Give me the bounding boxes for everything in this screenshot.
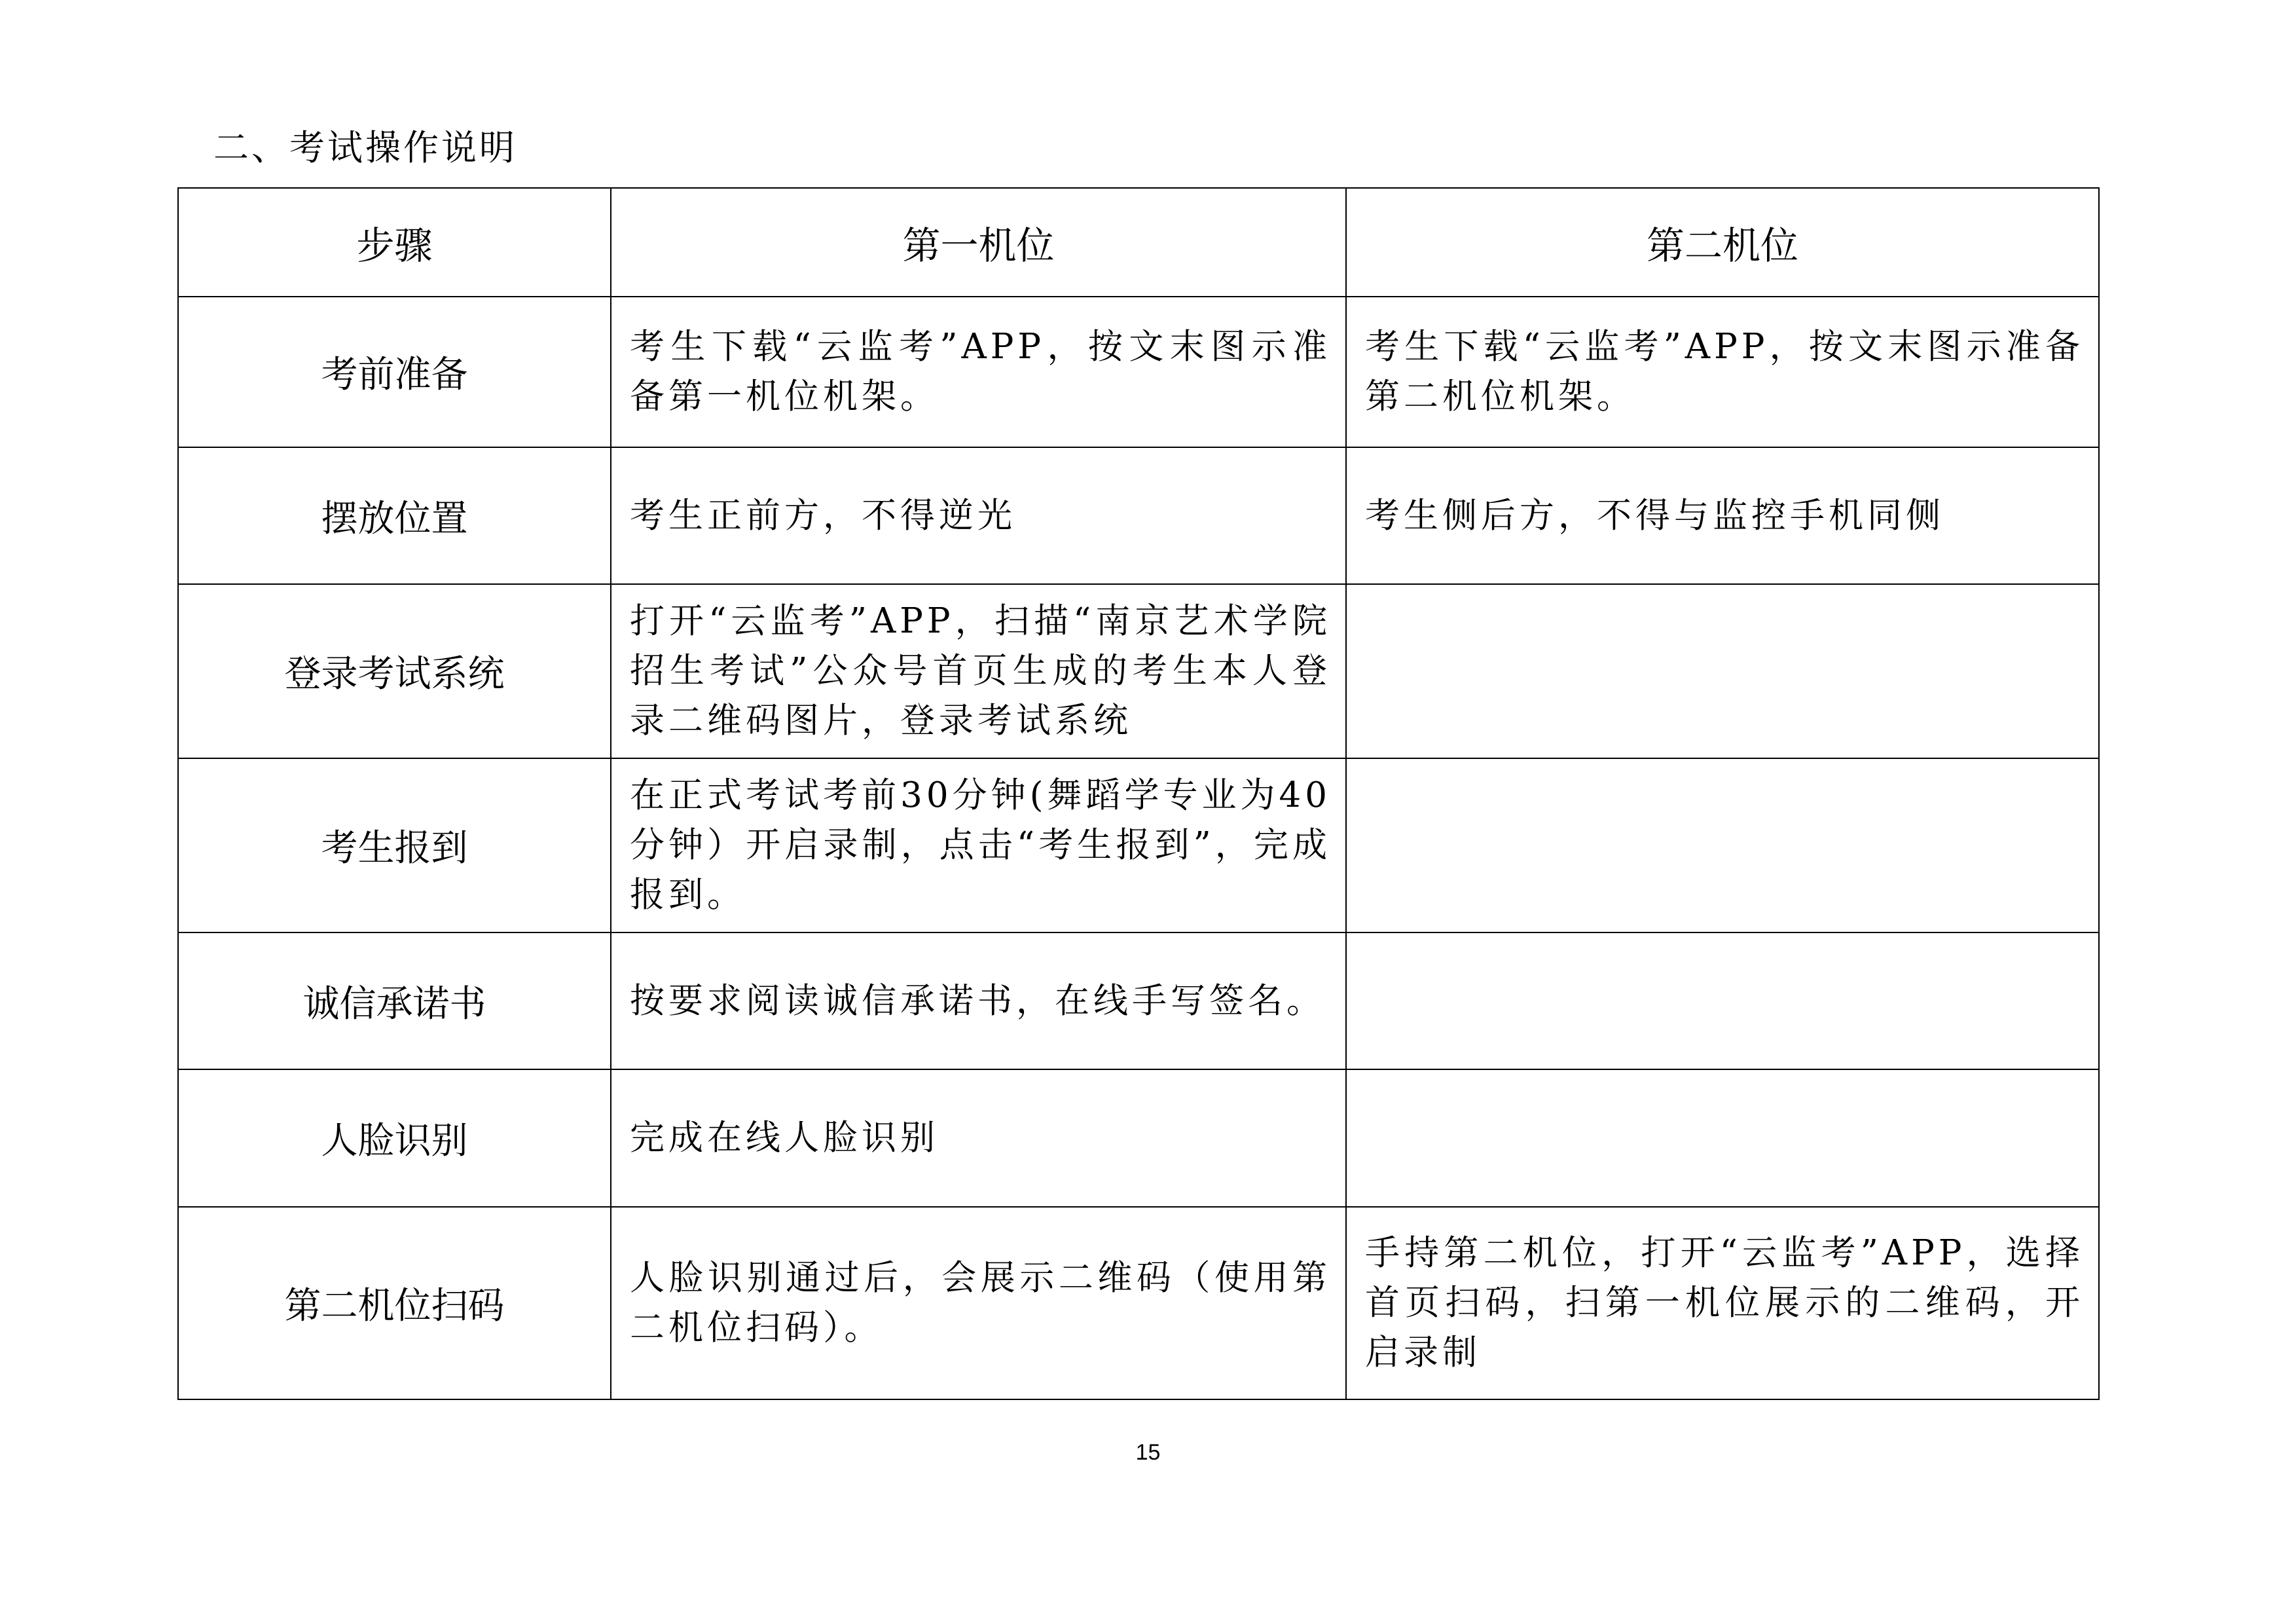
second-camera-cell: 考生侧后方，不得与监控手机同侧 bbox=[1346, 447, 2099, 584]
header-first-camera: 第一机位 bbox=[611, 188, 1346, 297]
table-row bbox=[178, 584, 2099, 758]
second-camera-cell bbox=[1346, 758, 2099, 932]
table-row bbox=[178, 297, 2099, 447]
step-cell: 考生报到 bbox=[178, 758, 611, 932]
second-camera-cell bbox=[1346, 932, 2099, 1069]
section-title: 二、考试操作说明 bbox=[213, 127, 517, 168]
first-camera-cell: 在正式考试考前30分钟(舞蹈学专业为40分钟）开启录制，点击“考生报到”，完成报到。 bbox=[611, 758, 1346, 932]
second-camera-cell bbox=[1346, 1069, 2099, 1207]
table-row bbox=[178, 447, 2099, 584]
page-number: 15 bbox=[1135, 1440, 1161, 1465]
first-camera-cell: 考生下载“云监考”APP，按文末图示准备第一机位机架。 bbox=[611, 297, 1346, 447]
second-camera-cell bbox=[1346, 584, 2099, 758]
header-second-camera: 第二机位 bbox=[1346, 188, 2099, 297]
step-cell: 摆放位置 bbox=[178, 447, 611, 584]
step-cell: 人脸识别 bbox=[178, 1069, 611, 1207]
table-row bbox=[178, 1069, 2099, 1207]
step-cell: 登录考试系统 bbox=[178, 584, 611, 758]
table-row bbox=[178, 932, 2099, 1069]
step-cell: 第二机位扫码 bbox=[178, 1207, 611, 1399]
step-cell: 考前准备 bbox=[178, 297, 611, 447]
second-camera-cell: 考生下载“云监考”APP，按文末图示准备第二机位机架。 bbox=[1346, 297, 2099, 447]
second-camera-cell: 手持第二机位，打开“云监考”APP，选择首页扫码，扫第一机位展示的二维码，开启录制 bbox=[1346, 1207, 2099, 1399]
table-row bbox=[178, 758, 2099, 932]
step-cell: 诚信承诺书 bbox=[178, 932, 611, 1069]
first-camera-cell: 人脸识别通过后，会展示二维码（使用第二机位扫码）。 bbox=[611, 1207, 1346, 1399]
first-camera-cell: 完成在线人脸识别 bbox=[611, 1069, 1346, 1207]
first-camera-cell: 按要求阅读诚信承诺书，在线手写签名。 bbox=[611, 932, 1346, 1069]
exam-instruction-table bbox=[177, 187, 2100, 1400]
table-row bbox=[178, 1207, 2099, 1399]
table-header-row bbox=[178, 188, 2099, 297]
header-step: 步骤 bbox=[178, 188, 611, 297]
first-camera-cell: 考生正前方，不得逆光 bbox=[611, 447, 1346, 584]
first-camera-cell: 打开“云监考”APP，扫描“南京艺术学院招生考试”公众号首页生成的考生本人登录二维码图片，登录考试系统 bbox=[611, 584, 1346, 758]
